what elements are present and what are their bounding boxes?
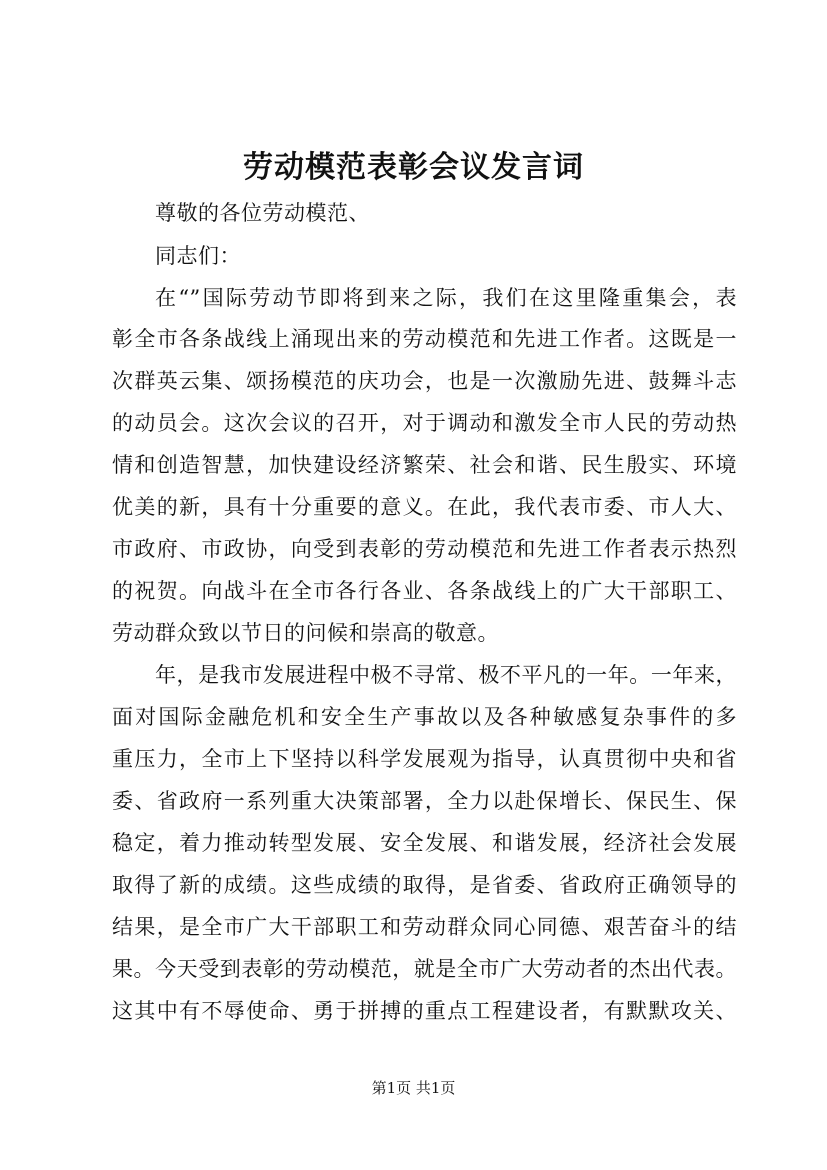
paragraph-line: 的动员会。这次会议的召开，对于调动和激发全市人民的劳动热 [112, 411, 737, 435]
paragraph-line: 委、省政府一系列重大决策部署，全力以赴保增长、保民生、保 [112, 789, 737, 813]
paragraph-line: 稳定，着力推动转型发展、安全发展、和谐发展，经济社会发展 [112, 831, 737, 855]
salutation-line: 同志们： [155, 244, 241, 268]
paragraph-line: 情和创造智慧，加快建设经济繁荣、社会和谐、民生殷实、环境 [112, 453, 737, 477]
document-title: 劳动模范表彰会议发言词 [243, 150, 584, 185]
paragraph-line: 年，是我市发展进程中极不寻常、极不平凡的一年。一年来， [155, 663, 737, 687]
page-number-footer: 第1页 共1页 [371, 1079, 456, 1097]
paragraph-line: 果。今天受到表彰的劳动模范，就是全市广大劳动者的杰出代表。 [112, 957, 737, 981]
paragraph-line: 重压力，全市上下坚持以科学发展观为指导，认真贯彻中央和省 [112, 747, 737, 771]
paragraph-line: 结果，是全市广大干部职工和劳动群众同心同德、艰苦奋斗的结 [112, 915, 737, 939]
paragraph-line: 这其中有不辱使命、勇于拼搏的重点工程建设者，有默默攻关、 [112, 999, 737, 1023]
paragraph-line: 劳动群众致以节日的问候和崇高的敬意。 [112, 621, 499, 645]
paragraph-line: 彰全市各条战线上涌现出来的劳动模范和先进工作者。这既是一 [112, 327, 737, 351]
paragraph-line: 面对国际金融危机和安全生产事故以及各种敏感复杂事件的多 [112, 705, 737, 729]
paragraph-line: 的祝贺。向战斗在全市各行各业、各条战线上的广大干部职工、 [112, 579, 737, 603]
paragraph-line: 次群英云集、颂扬模范的庆功会，也是一次激励先进、鼓舞斗志 [112, 369, 737, 393]
salutation-line: 尊敬的各位劳动模范、 [155, 201, 370, 225]
paragraph-line: 市政府、市政协，向受到表彰的劳动模范和先进工作者表示热烈 [112, 537, 737, 561]
paragraph-line: 优美的新，具有十分重要的意义。在此，我代表市委、市人大、 [112, 495, 737, 519]
paragraph-line: 取得了新的成绩。这些成绩的取得，是省委、省政府正确领导的 [112, 873, 737, 897]
paragraph-line: 在“”国际劳动节即将到来之际，我们在这里隆重集会，表 [155, 286, 737, 310]
